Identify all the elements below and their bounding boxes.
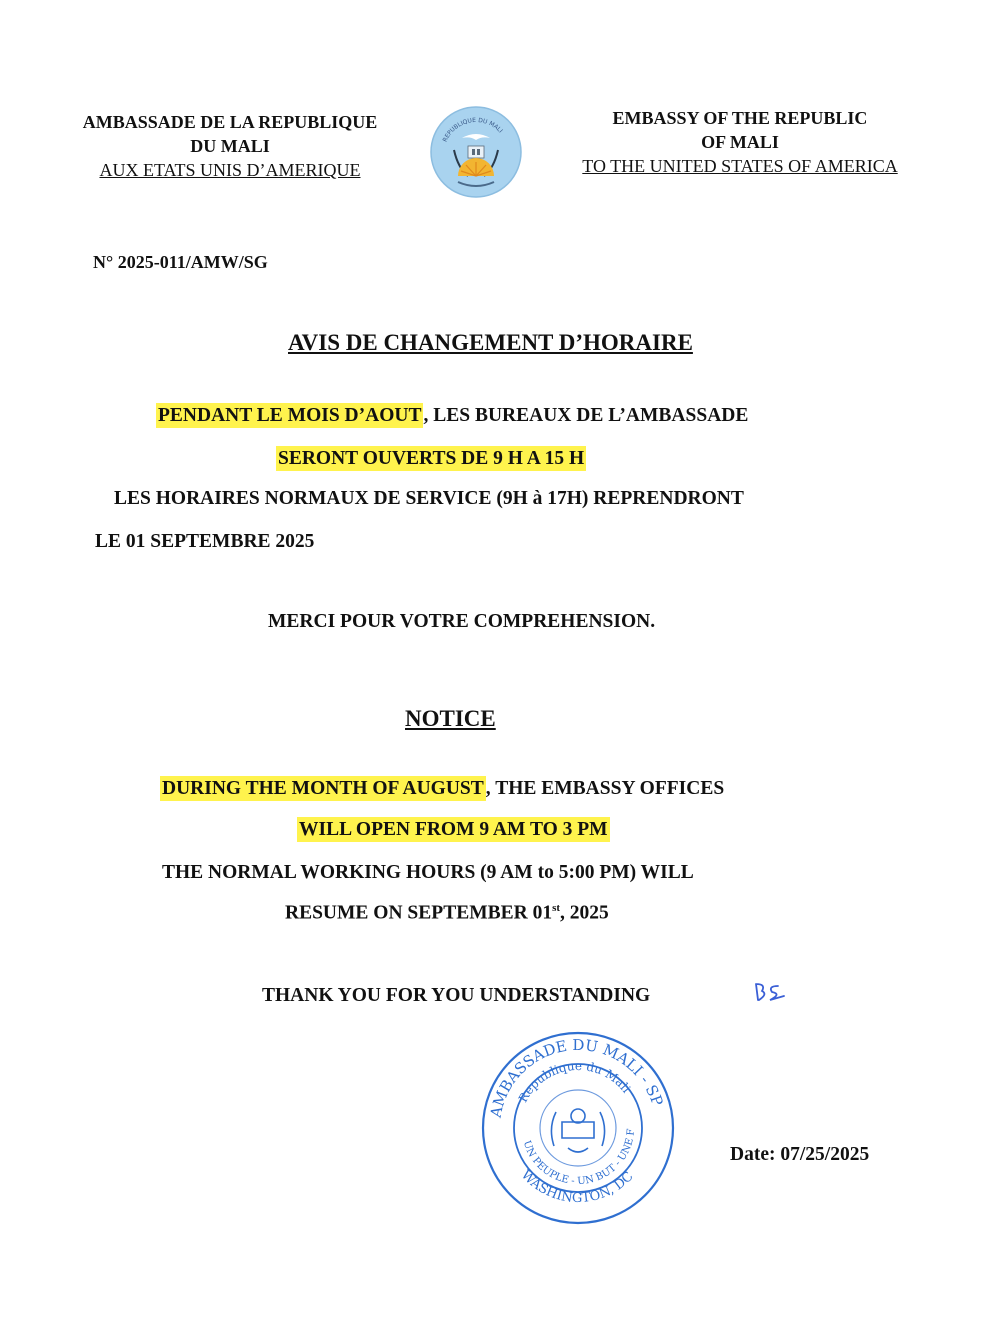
reference-prefix: N° xyxy=(93,252,114,272)
date-value: 07/25/2025 xyxy=(780,1144,870,1165)
english-line-4: RESUME ON SEPTEMBER 01st, 2025 xyxy=(285,902,609,924)
english-line-2 xyxy=(297,819,610,841)
document-date xyxy=(730,1144,869,1166)
french-highlight-1: PENDANT LE MOIS D’AOUT xyxy=(158,405,422,426)
french-line-3: LES HORAIRES NORMAUX DE SERVICE (9H à 17H) REPRENDRONT xyxy=(114,488,744,509)
reference-number xyxy=(93,252,268,273)
english-title: NOTICE xyxy=(405,706,496,731)
english-line-1-rest: , THE EMBASSY OFFICES xyxy=(485,778,725,799)
mali-coat-of-arms-icon xyxy=(428,104,524,200)
svg-text:REPUBLIQUE DU MALI: REPUBLIQUE DU MALI xyxy=(441,116,504,144)
header-left-line3: AUX ETATS UNIS D’AMERIQUE xyxy=(99,160,361,180)
english-highlight-1: DURING THE MONTH OF AUGUST xyxy=(162,778,484,799)
svg-text:WASHINGTON, DC: WASHINGTON, DC xyxy=(517,1167,637,1207)
header-right-line3: TO THE UNITED STATES OF AMERICA xyxy=(582,156,898,176)
svg-text:UN PEUPLE - UN BUT - UNE FOI: UN PEUPLE - UN BUT - UNE F xyxy=(520,1128,638,1188)
french-line-2 xyxy=(276,448,586,470)
french-highlight-2: SERONT OUVERTS DE 9 H A 15 H xyxy=(278,448,585,469)
embassy-seal-icon xyxy=(478,1028,678,1228)
english-line-3: THE NORMAL WORKING HOURS (9 AM to 5:00 PM) WILL xyxy=(162,862,694,883)
svg-text:Republique du Mali: Republique du Mali xyxy=(515,1058,634,1105)
english-line-1 xyxy=(160,778,724,800)
header-right xyxy=(540,106,940,178)
coat-of-arms-emblem xyxy=(428,104,524,200)
french-line-1 xyxy=(156,405,748,427)
header-right-line2: OF MALI xyxy=(701,132,779,152)
french-line-1-rest: , LES BUREAUX DE L’AMBASSADE xyxy=(423,405,749,426)
date-label: Date: xyxy=(730,1144,776,1165)
header-left-line1: AMBASSADE DE LA REPUBLIQUE xyxy=(82,112,378,132)
reference-value: 2025-011/AMW/SG xyxy=(117,252,268,272)
header-left-line2: DU MALI xyxy=(190,136,270,156)
english-highlight-2: WILL OPEN FROM 9 AM TO 3 PM xyxy=(299,819,608,840)
header-left xyxy=(52,110,408,182)
french-title: AVIS DE CHANGEMENT D’HORAIRE xyxy=(288,330,693,355)
french-line-4: LE 01 SEPTEMBRE 2025 xyxy=(95,531,315,552)
french-thanks: MERCI POUR VOTRE COMPREHENSION. xyxy=(268,611,656,632)
ordinal-suffix: st xyxy=(552,902,561,914)
svg-text:AMBASSADE DU MALI - SP: AMBASSADE DU MALI - SP xyxy=(486,1035,667,1119)
initials-icon xyxy=(750,980,790,1006)
english-thanks: THANK YOU FOR YOU UNDERSTANDING xyxy=(262,985,651,1006)
handwritten-initials xyxy=(750,980,790,1006)
header-right-line1: EMBASSY OF THE REPUBLIC xyxy=(612,108,868,128)
official-stamp xyxy=(478,1028,678,1228)
